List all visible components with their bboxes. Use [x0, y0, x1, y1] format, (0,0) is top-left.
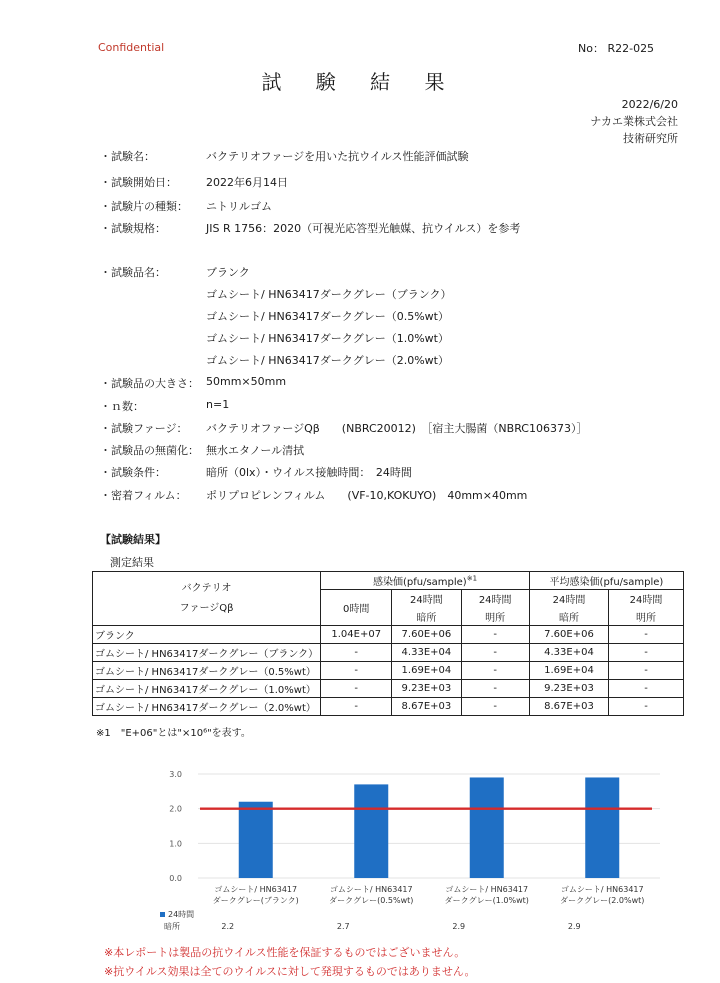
table-footnote: ※1 "E+06"とは"×10⁶"を表す。: [96, 728, 251, 739]
avg-24h-dark: 4.33E+04: [529, 644, 608, 662]
avg-24h-light: -: [609, 662, 684, 680]
col-header-dark: 暗所: [529, 608, 608, 626]
legend-swatch: [160, 912, 165, 917]
info-label: ・試験名：: [100, 150, 155, 163]
avg-24h-light: -: [609, 680, 684, 698]
bar: [470, 777, 504, 878]
x-tick-label: ダークグレー(0.5%wt): [329, 896, 414, 905]
col-header-24h: 24時間: [392, 590, 461, 608]
table-row: [93, 626, 684, 644]
value-24h-dark: 4.33E+04: [392, 644, 461, 662]
x-tick-label: ゴムシート/ HN63417: [214, 885, 298, 894]
data-label: 2.7: [336, 922, 350, 931]
value-24h-light: -: [461, 662, 529, 680]
value-24h-light: -: [461, 626, 529, 644]
avg-24h-dark: 8.67E+03: [529, 698, 608, 716]
table-header-row: [93, 572, 684, 590]
value-0h: -: [321, 644, 392, 662]
data-label: 2.9: [452, 922, 466, 931]
col-header-light: 明所: [461, 608, 529, 626]
x-tick-label: ゴムシート/ HN63417: [445, 885, 529, 894]
avg-24h-dark: 7.60E+06: [529, 626, 608, 644]
table-corner-header: バクテリオ ファージQβ: [93, 572, 321, 626]
value-0h: 1.04E+07: [321, 626, 392, 644]
section-title: 【試験結果】: [100, 533, 166, 546]
info-label: ・試験ファージ：: [100, 422, 188, 435]
bar-chart: [140, 762, 680, 934]
y-tick-label: 1.0: [169, 839, 182, 849]
company-name: ナカエ業株式会社: [590, 115, 678, 128]
confidential-label: Confidential: [98, 41, 165, 54]
infectivity-group-header: 感染価(pfu/sample)$^{※1}$: [321, 572, 530, 590]
info-value: バクテリオファージを用いた抗ウイルス性能評価試験: [206, 150, 469, 163]
data-label: 2.9: [567, 922, 581, 931]
table-row: [93, 680, 684, 698]
info-value: 50mm×50mm: [206, 375, 287, 388]
y-tick-label: 3.0: [169, 770, 182, 779]
info-value: n=1: [206, 398, 230, 411]
sample-name: ゴムシート/ HN63417ダークグレー（1.0%wt）: [93, 680, 321, 698]
col-header-light: 明所: [609, 608, 684, 626]
warning-note: ※抗ウイルス効果は全てのウイルスに対して発現するものではありません。: [104, 965, 476, 978]
bar: [354, 784, 388, 878]
bar: [239, 802, 273, 878]
x-tick-label: ゴムシート/ HN63417: [560, 885, 644, 894]
sample-name: ブランク: [93, 626, 321, 644]
info-value: JIS R 1756：2020（可視光応答型光触媒、抗ウイルス）を参考: [206, 222, 521, 235]
col-header-24h: 24時間: [529, 590, 608, 608]
warning-note: ※本レポートは製品の抗ウイルス性能を保証するものではございません。: [104, 946, 466, 959]
data-label: 2.2: [221, 922, 235, 931]
info-value: ポリプロピレンフィルム (VF-10,KOKUYO) 40mm×40mm: [206, 489, 528, 502]
value-24h-light: -: [461, 644, 529, 662]
results-table: [92, 571, 684, 716]
info-value: ブランク: [206, 266, 250, 279]
section-subtitle: 測定結果: [110, 556, 154, 569]
info-value: バクテリオファージQβ (NBRC20012) ［宿主大腸菌（NBRC106373）］: [206, 422, 588, 435]
avg-24h-light: -: [609, 644, 684, 662]
y-tick-label: 2.0: [169, 804, 182, 814]
sample-name: ゴムシート/ HN63417ダークグレー（ブランク）: [93, 644, 321, 662]
col-header-24h: 24時間: [609, 590, 684, 608]
info-value: ニトリルゴム: [206, 200, 272, 213]
table-row: [93, 644, 684, 662]
value-24h-dark: 1.69E+04: [392, 662, 461, 680]
info-label: ・試験規格：: [100, 222, 166, 235]
sample-name: ゴムシート/ HN63417ダークグレー（2.0%wt）: [93, 698, 321, 716]
document-number: No： R22-025: [578, 42, 655, 55]
value-24h-light: -: [461, 680, 529, 698]
info-value: 2022年6月14日: [206, 176, 288, 189]
col-header-dark: 暗所: [392, 608, 461, 626]
table-row: [93, 662, 684, 680]
avg-24h-dark: 1.69E+04: [529, 662, 608, 680]
info-label: ・試験品の無菌化：: [100, 444, 199, 457]
issuer-block: [590, 96, 678, 147]
value-24h-dark: 9.23E+03: [392, 680, 461, 698]
value-24h-dark: 7.60E+06: [392, 626, 461, 644]
value-24h-dark: 8.67E+03: [392, 698, 461, 716]
y-tick-label: 0.0: [169, 874, 182, 883]
table-row: [93, 698, 684, 716]
info-value: ゴムシート/ HN63417ダークグレー（0.5%wt）: [206, 310, 449, 323]
x-tick-label: ダークグレー(1.0%wt): [444, 896, 529, 905]
value-0h: -: [321, 698, 392, 716]
bar: [585, 777, 619, 878]
info-label: ・試験品名：: [100, 266, 166, 279]
info-value: ゴムシート/ HN63417ダークグレー（2.0%wt）: [206, 354, 449, 367]
page-title: 試 験 結 果: [261, 70, 459, 94]
issue-date: 2022/6/20: [621, 98, 678, 111]
x-tick-label: ゴムシート/ HN63417: [329, 885, 413, 894]
avg-24h-light: -: [609, 626, 684, 644]
col-header-24h: 24時間: [461, 590, 529, 608]
average-infectivity-group-header: 平均感染価(pfu/sample): [529, 572, 683, 590]
value-0h: -: [321, 680, 392, 698]
department-name: 技術研究所: [623, 132, 678, 145]
avg-24h-dark: 9.23E+03: [529, 680, 608, 698]
legend-label: 暗所: [164, 922, 180, 931]
info-value: ゴムシート/ HN63417ダークグレー（1.0%wt）: [206, 332, 449, 345]
info-label: ・試験片の種類：: [100, 200, 188, 213]
x-tick-label: ダークグレー(ブランク): [212, 896, 299, 905]
x-tick-label: ダークグレー(2.0%wt): [560, 896, 645, 905]
avg-24h-light: -: [609, 698, 684, 716]
value-0h: -: [321, 662, 392, 680]
info-label: ・試験条件：: [100, 466, 166, 479]
info-value: ゴムシート/ HN63417ダークグレー（ブランク）: [206, 288, 452, 301]
info-value: 無水エタノール清拭: [206, 444, 305, 457]
info-label: ・ｎ数：: [100, 400, 144, 413]
info-value: 暗所（0lx）・ウイルス接触時間： 24時間: [206, 466, 412, 479]
info-label: ・試験品の大きさ：: [100, 377, 199, 390]
legend-label: 24時間: [168, 910, 195, 919]
info-label: ・密着フィルム：: [100, 489, 187, 502]
info-label: ・試験開始日：: [100, 176, 177, 189]
col-header-0h: 0時間: [321, 590, 392, 626]
sample-name: ゴムシート/ HN63417ダークグレー（0.5%wt）: [93, 662, 321, 680]
value-24h-light: -: [461, 698, 529, 716]
